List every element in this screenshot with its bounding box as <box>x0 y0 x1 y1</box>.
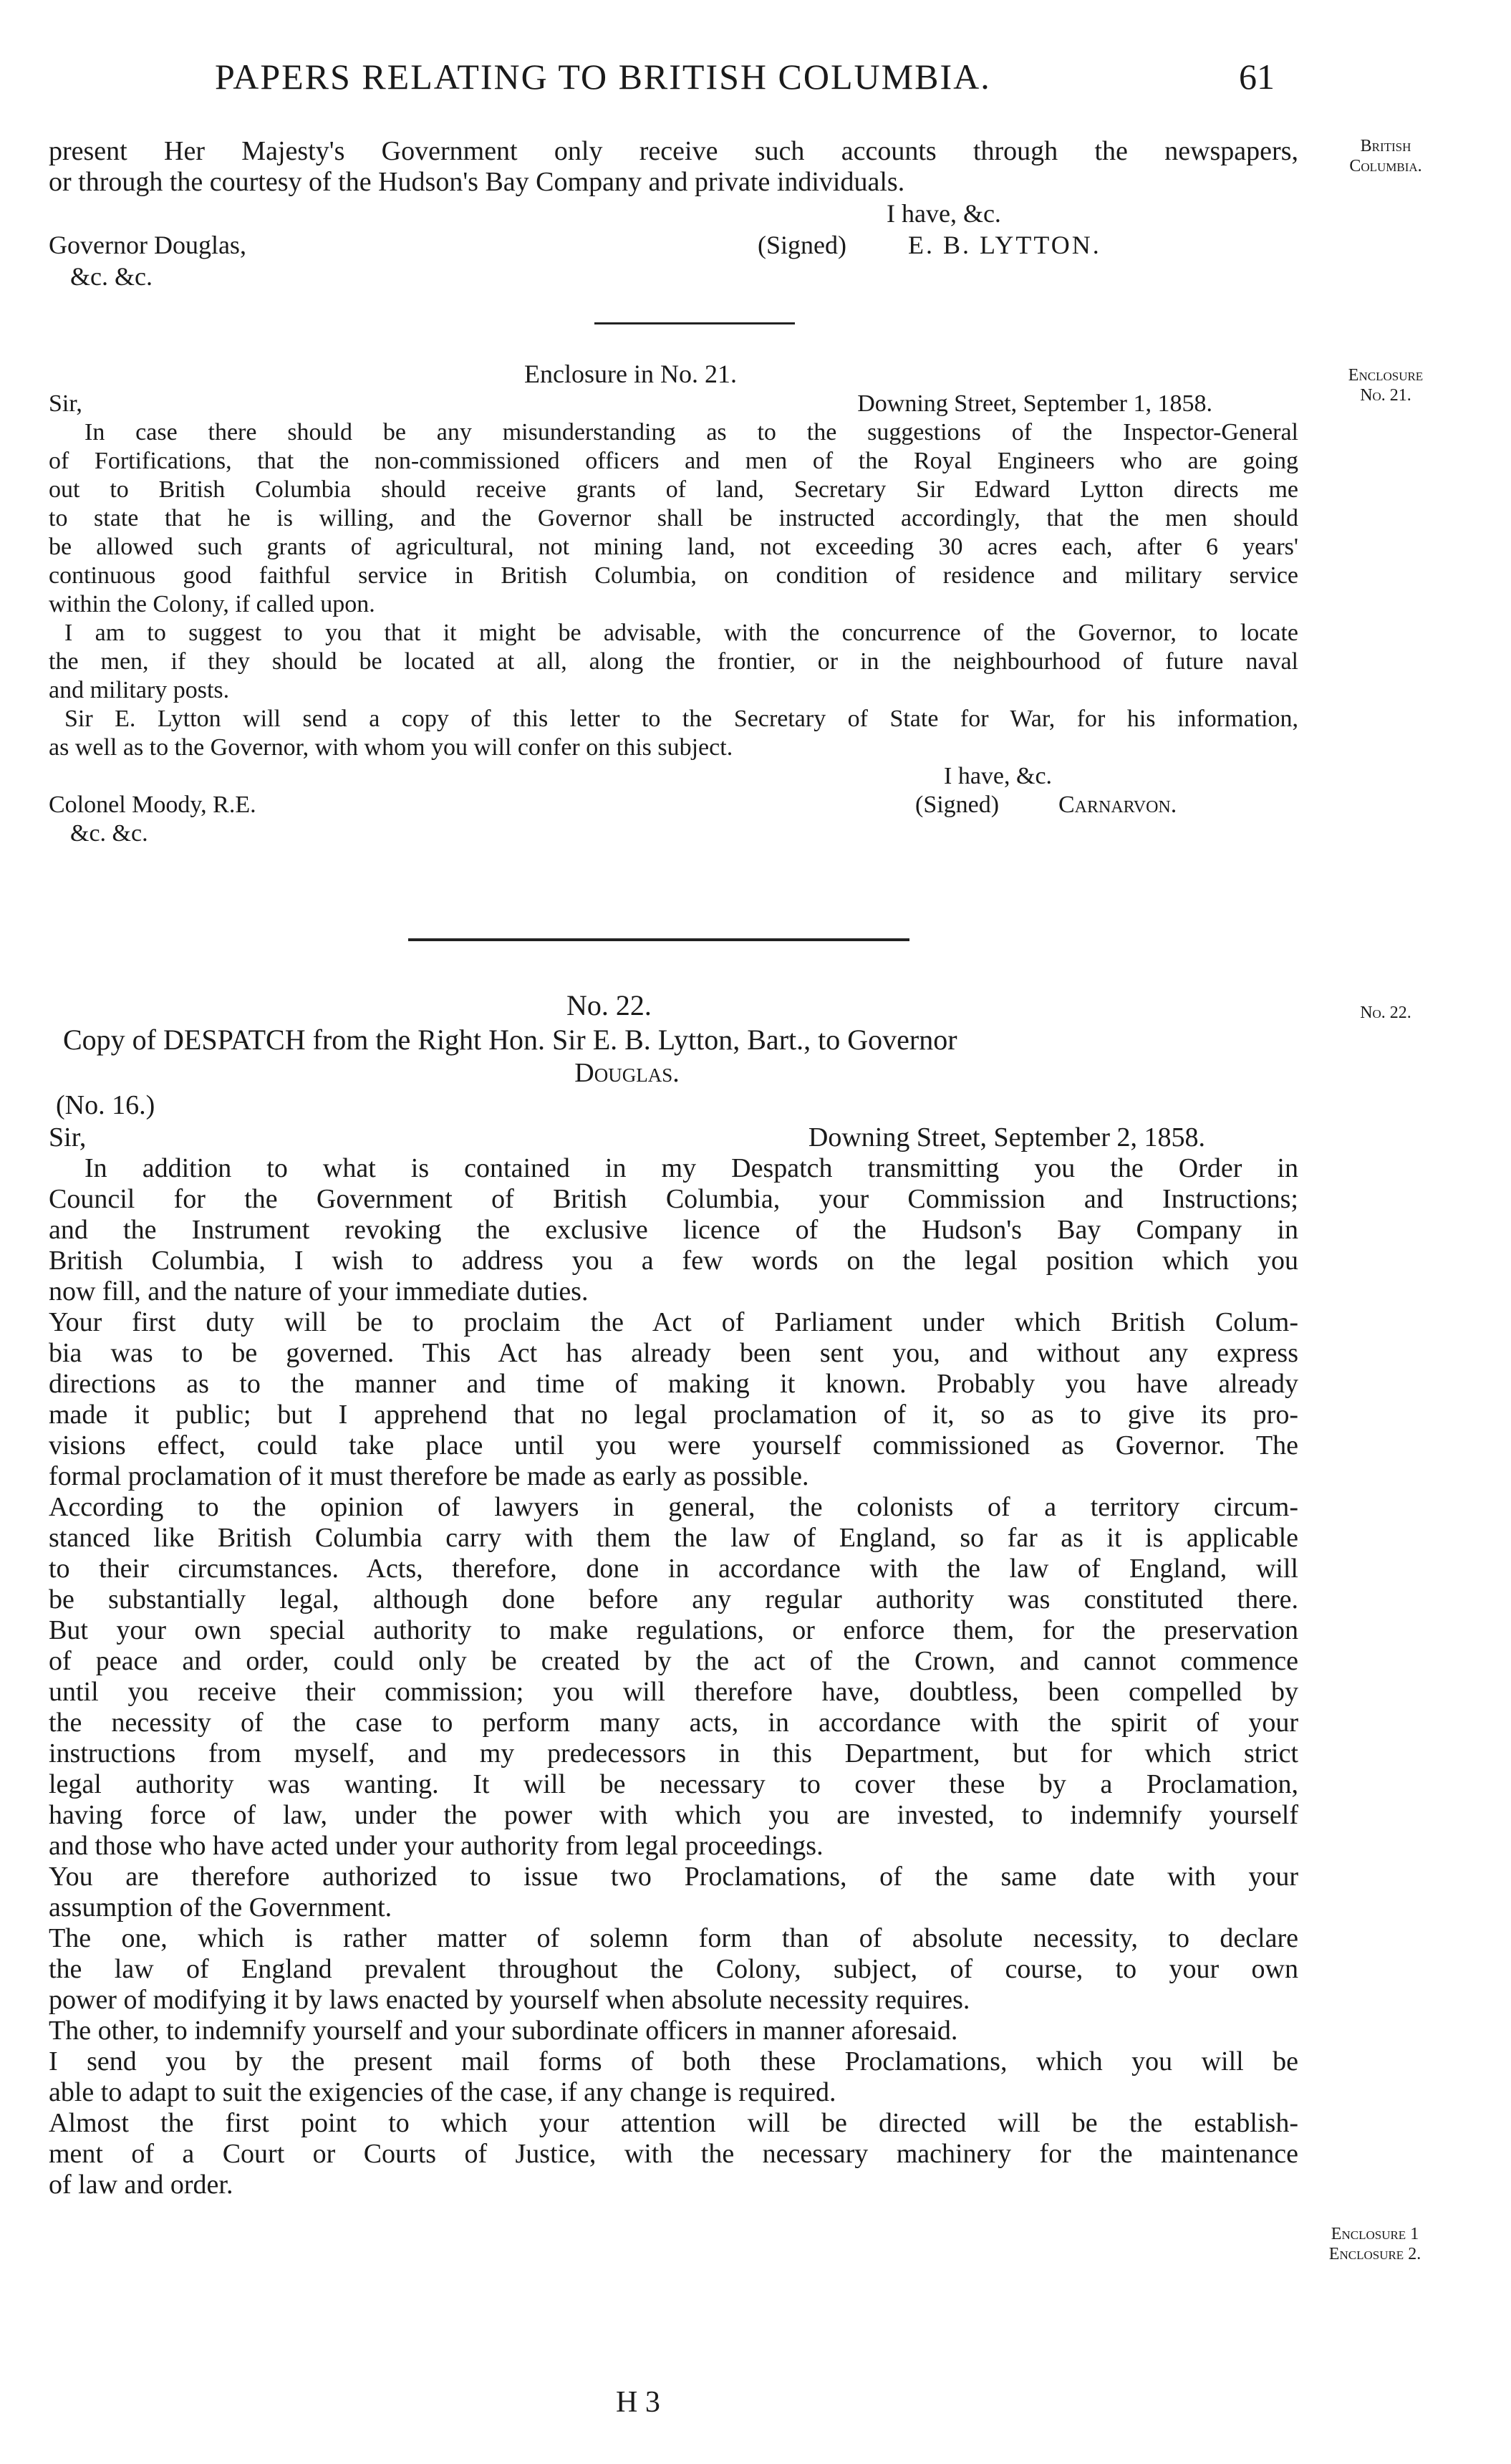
signed-label: (Signed) <box>915 791 1000 818</box>
text-line: to their circumstances. Acts, therefore, done in accordance with the law of England, will <box>49 1554 1298 1584</box>
text-line: of Fortifications, that the non-commissioned officers and men of the Royal Engineers who are going <box>49 448 1298 474</box>
text-line: now fill, and the nature of your immediate duties. <box>49 1276 589 1306</box>
text-line: present Her Majesty's Government only receive such accounts through the newspapers, <box>49 136 1298 166</box>
section-divider <box>408 938 909 941</box>
text-line: Almost the first point to which your attention will be directed will be the establish- <box>49 2108 1298 2138</box>
text-line: Council for the Government of British Columbia, your Commission and Instructions; <box>49 1184 1298 1214</box>
text-line: out to British Columbia should receive grants of land, Secretary Sir Edward Lytton directs me <box>49 476 1298 503</box>
margin-note-enclosure-label: Enclosure <box>1348 366 1424 385</box>
text-line: and those who have acted under your authority from legal proceedings. <box>49 1831 824 1861</box>
text-line: to state that he is willing, and the Governor shall be instructed accordingly, that the men should <box>49 505 1298 531</box>
section-divider <box>594 322 795 324</box>
text-line: I send you by the present mail forms of both these Proclamations, which you will be <box>49 2046 1298 2076</box>
text-line: or through the courtesy of the Hudson's Bay Company and private individuals. <box>49 167 905 197</box>
text-line: visions effect, could take place until you were yourself commissioned as Governor. The <box>49 1430 1298 1460</box>
text-line: as well as to the Governor, with whom you will confer on this subject. <box>49 734 733 761</box>
signer: Carnarvon. <box>1058 791 1177 818</box>
enclosure-paragraph <box>49 418 1298 619</box>
enclosure-heading: Enclosure in No. 21. <box>524 360 737 388</box>
text-line: You are therefore authorized to issue two Proclamations, of the same date with your <box>49 1862 1298 1892</box>
margin-note-british-columbia: British Columbia. <box>1349 137 1422 175</box>
text-line: and the Instrument revoking the exclusive licence of the Hudson's Bay Company in <box>49 1215 1298 1245</box>
closing: I have, &c. <box>944 763 1053 789</box>
despatch <box>49 988 1298 2200</box>
margin-note-enclosure-1: Enclosure 1 <box>1331 2225 1419 2243</box>
text-line: Sir E. Lytton will send a copy of this letter to the Secretary of State for War, for his information, <box>64 706 1298 732</box>
text-line: formal proclamation of it must therefore be made as early as possible. <box>49 1461 809 1491</box>
despatch-paragraph <box>49 1492 1298 1862</box>
signature-mark: H 3 <box>616 2386 660 2419</box>
top-letter <box>49 136 1298 292</box>
margin-note-no-22: No. 22. <box>1360 1004 1411 1022</box>
addressee-etc: &c. &c. <box>70 820 148 847</box>
text-line: The other, to indemnify yourself and your subordinate officers in manner aforesaid. <box>49 2016 958 2046</box>
text-line: ment of a Court or Courts of Justice, with the necessary machinery for the maintenance <box>49 2139 1298 2169</box>
text-line: In case there should be any misunderstanding as to the suggestions of the Inspector-General <box>85 419 1298 446</box>
text-line: instructions from myself, and my predecessors in this Department, but for which strict <box>49 1738 1298 1768</box>
signature-row <box>49 791 1298 819</box>
page-number: 61 <box>1239 57 1275 97</box>
signed-label: (Signed) <box>758 231 846 259</box>
place-date: Downing Street, September 1, 1858. <box>857 390 1212 417</box>
text-line: bia was to be governed. This Act has already been sent you, and without any express <box>49 1338 1298 1368</box>
despatch-paragraph <box>49 1923 1298 2016</box>
text-line: able to adapt to suit the exigencies of the case, if any change is required. <box>49 2077 836 2107</box>
text-line: In addition to what is contained in my Despatch transmitting you the Order in <box>85 1153 1298 1183</box>
despatch-paragraph <box>49 1153 1298 1307</box>
despatch-paragraph <box>49 1862 1298 1923</box>
despatch-paragraph <box>49 2108 1298 2200</box>
text-line: Your first duty will be to proclaim the Act of Parliament under which British Colum- <box>49 1307 1298 1337</box>
despatch-number: No. 22. <box>566 989 652 1021</box>
signature-row <box>49 229 1298 261</box>
text-line: power of modifying it by laws enacted by yourself when absolute necessity requires. <box>49 1985 970 2015</box>
margin-note-enclosure-2: Enclosure 2. <box>1328 2245 1421 2263</box>
text-line: the men, if they should be located at all, along the frontier, or in the neighbourhood of future naval <box>49 648 1298 675</box>
text-line: and military posts. <box>49 677 230 703</box>
enclosure-paragraph <box>49 705 1298 762</box>
addressee: Colonel Moody, R.E. <box>49 791 256 818</box>
text-line: be substantially legal, although done before any regular authority was constituted there. <box>49 1584 1298 1614</box>
text-line: legal authority was wanting. It will be necessary to cover these by a Proclamation, <box>49 1769 1298 1799</box>
place-date: Downing Street, September 2, 1858. <box>808 1122 1205 1152</box>
enclosure-paragraph <box>49 619 1298 705</box>
text-line: I am to suggest to you that it might be advisable, with the concurrence of the Governor, to locate <box>64 620 1298 646</box>
signer: E. B. LYTTON. <box>908 231 1101 259</box>
despatch-title: Copy of DESPATCH from the Right Hon. Sir E. B. Lytton, Bart., to Governor <box>63 1024 957 1056</box>
text-line: having force of law, under the power with which you are invested, to indemnify yourself <box>49 1800 1298 1830</box>
text-line: of peace and order, could only be created by the act of the Crown, and cannot commence <box>49 1646 1298 1676</box>
enclosure-date-row <box>49 390 1298 418</box>
text-line: continuous good faithful service in British Columbia, on condition of residence and military service <box>49 562 1298 589</box>
despatch-paragraph <box>49 2016 1298 2046</box>
text-line: British Columbia, I wish to address you a few words on the legal position which you <box>49 1246 1298 1276</box>
despatch-reference: (No. 16.) <box>56 1090 155 1120</box>
text-line: According to the opinion of lawyers in general, the colonists of a territory circum- <box>49 1492 1298 1522</box>
text-line: until you receive their commission; you will therefore have, doubtless, been compelled by <box>49 1677 1298 1707</box>
despatch-date-row <box>49 1122 1298 1153</box>
text-line: of law and order. <box>49 2170 233 2200</box>
despatch-paragraph <box>49 1307 1298 1492</box>
salutation: Sir, <box>49 1122 87 1152</box>
text-line: But your own special authority to make regulations, or enforce them, for the preservation <box>49 1615 1298 1645</box>
enclosure-letter <box>49 358 1298 848</box>
running-title: PAPERS RELATING TO BRITISH COLUMBIA. <box>215 57 991 97</box>
text-line: directions as to the manner and time of making it known. Probably you have already <box>49 1369 1298 1399</box>
despatch-paragraph <box>49 2046 1298 2108</box>
text-line: The one, which is rather matter of solemn form than of absolute necessity, to declare <box>49 1923 1298 1953</box>
text-line: within the Colony, if called upon. <box>49 591 375 617</box>
text-line: the law of England prevalent throughout the Colony, subject, of course, to your own <box>49 1954 1298 1984</box>
margin-note-enclosure-number: No. 21. <box>1360 386 1411 405</box>
despatch-title-continued: Douglas. <box>574 1058 680 1088</box>
closing: I have, &c. <box>887 199 1001 228</box>
addressee: Governor Douglas, <box>49 231 246 259</box>
text-line: stanced like British Columbia carry with them the law of England, so far as it is applicable <box>49 1523 1298 1553</box>
text-line: made it public; but I apprehend that no legal proclamation of it, so as to give its pro- <box>49 1400 1298 1430</box>
addressee-etc: &c. &c. <box>70 262 153 291</box>
page-header <box>0 56 1511 106</box>
salutation: Sir, <box>49 390 82 417</box>
text-line: be allowed such grants of agricultural, not mining land, not exceeding 30 acres each, after 6 years' <box>49 534 1298 560</box>
text-line: assumption of the Government. <box>49 1892 392 1922</box>
text-line: the necessity of the case to perform many acts, in accordance with the spirit of your <box>49 1708 1298 1738</box>
